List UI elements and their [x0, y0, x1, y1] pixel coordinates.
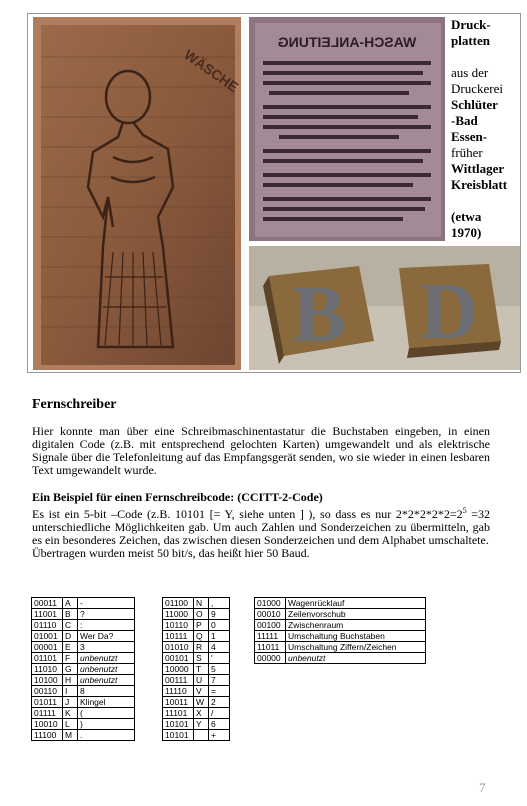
- table-cell: ,: [209, 598, 230, 609]
- caption-line: Wittlager: [451, 161, 505, 176]
- table-row: [32, 664, 135, 675]
- table-row: [163, 598, 230, 609]
- table-cell: 9: [209, 609, 230, 620]
- code-table-3: [254, 597, 426, 664]
- table-cell: R: [194, 642, 209, 653]
- table-cell: 10000: [163, 664, 194, 675]
- table-row: [32, 686, 135, 697]
- printing-plate-photo-woman: [33, 17, 241, 370]
- example-text-a: Es ist ein 5-bit –Code (z.B. 10101 [= Y, siehe unten ] ), so dass es nur 2*2*2*2*2=2: [32, 507, 463, 521]
- caption-line: platten: [451, 33, 490, 48]
- table-cell: [194, 730, 209, 741]
- table-cell: D: [63, 631, 78, 642]
- table-cell: 10010: [32, 719, 63, 730]
- table-cell: 00010: [255, 609, 286, 620]
- table-cell: K: [63, 708, 78, 719]
- table-cell: 00111: [163, 675, 194, 686]
- table-cell: 01000: [255, 598, 286, 609]
- example-text-b: =32 unterschiedliche Möglichkeiten gab. Um auch Zahlen und Sonderzeichen zu übermitteln, gab es ein besonderes Zeichen, das zwischen diesen Sonderzeichen und dem Alphabet umschaltete.: [32, 507, 490, 547]
- printing-plate-photo-text: [249, 17, 445, 241]
- table-cell: 7: [209, 675, 230, 686]
- table-cell: unbenutzt: [78, 664, 135, 675]
- caption-line: -Bad: [451, 113, 478, 128]
- table-cell: ?: [78, 609, 135, 620]
- table-cell: unbenutzt: [78, 675, 135, 686]
- table-cell: 01010: [163, 642, 194, 653]
- caption-line: 1970): [451, 225, 482, 240]
- caption-line: Druck-: [451, 17, 491, 32]
- table-row: [32, 620, 135, 631]
- table-cell: 2: [209, 697, 230, 708]
- table-row: [32, 719, 135, 730]
- table-cell: /: [209, 708, 230, 719]
- table-cell: ': [209, 653, 230, 664]
- table-cell: Q: [194, 631, 209, 642]
- table-row: [163, 609, 230, 620]
- table-cell: 10100: [32, 675, 63, 686]
- table-cell: 11111: [255, 631, 286, 642]
- example-heading: Ein Beispiel für einen Fernschreibcode: (CCITT-2-Code): [32, 490, 323, 504]
- table-row: [163, 730, 230, 741]
- table-cell: :: [78, 620, 135, 631]
- page-number: 7: [479, 780, 486, 795]
- table-cell: 11110: [163, 686, 194, 697]
- table-cell: 11001: [32, 609, 63, 620]
- table-cell: 10111: [163, 631, 194, 642]
- table-row: [32, 708, 135, 719]
- caption-line: früher: [451, 145, 483, 160]
- table-row: [32, 653, 135, 664]
- table-cell: P: [194, 620, 209, 631]
- table-row: [255, 631, 426, 642]
- table-row: [32, 598, 135, 609]
- exponent: 5: [462, 506, 467, 515]
- table-cell: 11101: [163, 708, 194, 719]
- table-cell: S: [194, 653, 209, 664]
- caption-line: Druckerei: [451, 81, 503, 96]
- table-cell: unbenutzt: [78, 653, 135, 664]
- table-cell: U: [194, 675, 209, 686]
- table-cell: +: [209, 730, 230, 741]
- plate-title: WASCH-ANLEITUNG: [277, 34, 417, 50]
- caption-line: Schlüter: [451, 97, 498, 112]
- table-cell: Umschaltung Buchstaben: [286, 631, 426, 642]
- table-cell: F: [63, 653, 78, 664]
- table-cell: (: [78, 708, 135, 719]
- table-cell: unbenutzt: [286, 653, 426, 664]
- table-cell: B: [63, 609, 78, 620]
- table-cell: Wagenrücklauf: [286, 598, 426, 609]
- table-cell: ): [78, 719, 135, 730]
- table-cell: Wer Da?: [78, 631, 135, 642]
- wooden-letter-blocks-photo: [249, 246, 520, 370]
- main-content: [32, 398, 490, 560]
- example-paragraph: [32, 504, 490, 547]
- table-row: [163, 631, 230, 642]
- table-cell: C: [63, 620, 78, 631]
- table-cell: -: [78, 598, 135, 609]
- table-cell: 01101: [32, 653, 63, 664]
- table-cell: 11011: [255, 642, 286, 653]
- table-cell: 01011: [32, 697, 63, 708]
- table-row: [255, 642, 426, 653]
- table-row: [32, 730, 135, 741]
- table-cell: 00011: [32, 598, 63, 609]
- table-cell: E: [63, 642, 78, 653]
- intro-paragraph: Hier konnte man über eine Schreibmaschinentastatur die Buchstaben eingeben, in einen digitalen Code (z.B. mit entsprechend gelochten Karten) umgewandelt und als elektrische Signale über die Telefonleitung auf das Empfangsgerät senden, wo sie wieder in einen lesbaren Text umgewandelt wurde.: [32, 424, 490, 477]
- table-row: [255, 653, 426, 664]
- table-cell: A: [63, 598, 78, 609]
- table-cell: 10101: [163, 730, 194, 741]
- table-cell: 01001: [32, 631, 63, 642]
- table-cell: 4: [209, 642, 230, 653]
- table-cell: Klingel: [78, 697, 135, 708]
- table-cell: 00000: [255, 653, 286, 664]
- photo-caption: [451, 17, 519, 241]
- table-cell: 11100: [32, 730, 63, 741]
- table-row: [32, 697, 135, 708]
- table-cell: 00101: [163, 653, 194, 664]
- table-row: [163, 620, 230, 631]
- table-cell: X: [194, 708, 209, 719]
- table-cell: 01111: [32, 708, 63, 719]
- table-row: [255, 598, 426, 609]
- table-row: [32, 609, 135, 620]
- table-cell: 00001: [32, 642, 63, 653]
- table-cell: T: [194, 664, 209, 675]
- caption-line: aus der: [451, 65, 489, 80]
- code-table-1: [31, 597, 135, 741]
- code-table-2: [162, 597, 230, 741]
- table-row: [32, 642, 135, 653]
- table-cell: 01110: [32, 620, 63, 631]
- table-cell: 1: [209, 631, 230, 642]
- table-row: [163, 686, 230, 697]
- table-cell: Zeilenvorschub: [286, 609, 426, 620]
- table-row: [32, 631, 135, 642]
- table-cell: Zwischenraum: [286, 620, 426, 631]
- table-row: [163, 697, 230, 708]
- table-row: [255, 620, 426, 631]
- table-cell: .: [78, 730, 135, 741]
- table-cell: G: [63, 664, 78, 675]
- table-cell: W: [194, 697, 209, 708]
- table-cell: =: [209, 686, 230, 697]
- table-cell: J: [63, 697, 78, 708]
- caption-line: (etwa: [451, 209, 482, 224]
- table-cell: 00110: [32, 686, 63, 697]
- table-cell: I: [63, 686, 78, 697]
- caption-line: Essen-: [451, 129, 488, 144]
- table-row: [163, 719, 230, 730]
- table-cell: 10101: [163, 719, 194, 730]
- table-cell: 6: [209, 719, 230, 730]
- block-letter-b: B: [292, 271, 346, 359]
- photo-grid: [27, 13, 521, 373]
- table-cell: 11000: [163, 609, 194, 620]
- table-cell: L: [63, 719, 78, 730]
- table-cell: H: [63, 675, 78, 686]
- table-cell: 3: [78, 642, 135, 653]
- table-row: [163, 664, 230, 675]
- table-cell: 00100: [255, 620, 286, 631]
- table-cell: 10110: [163, 620, 194, 631]
- table-cell: 01100: [163, 598, 194, 609]
- table-cell: 11010: [32, 664, 63, 675]
- caption-line: Kreisblatt: [451, 177, 508, 192]
- table-cell: M: [63, 730, 78, 741]
- table-row: [163, 653, 230, 664]
- table-cell: Umschaltung Ziffern/Zeichen: [286, 642, 426, 653]
- table-cell: N: [194, 598, 209, 609]
- table-row: [163, 642, 230, 653]
- plate-word: WÄSCHE: [181, 46, 241, 96]
- table-cell: 10011: [163, 697, 194, 708]
- table-row: [255, 609, 426, 620]
- table-row: [32, 675, 135, 686]
- table-cell: O: [194, 609, 209, 620]
- table-row: [163, 708, 230, 719]
- table-cell: Y: [194, 719, 209, 730]
- table-cell: 8: [78, 686, 135, 697]
- table-cell: 0: [209, 620, 230, 631]
- baud-paragraph: Übertragen wurden meist 50 bit/s, das heißt hier 50 Baud.: [32, 546, 310, 560]
- table-row: [163, 675, 230, 686]
- table-cell: 5: [209, 664, 230, 675]
- table-cell: V: [194, 686, 209, 697]
- block-letter-d: D: [420, 268, 478, 356]
- section-heading: Fernschreiber: [32, 397, 117, 412]
